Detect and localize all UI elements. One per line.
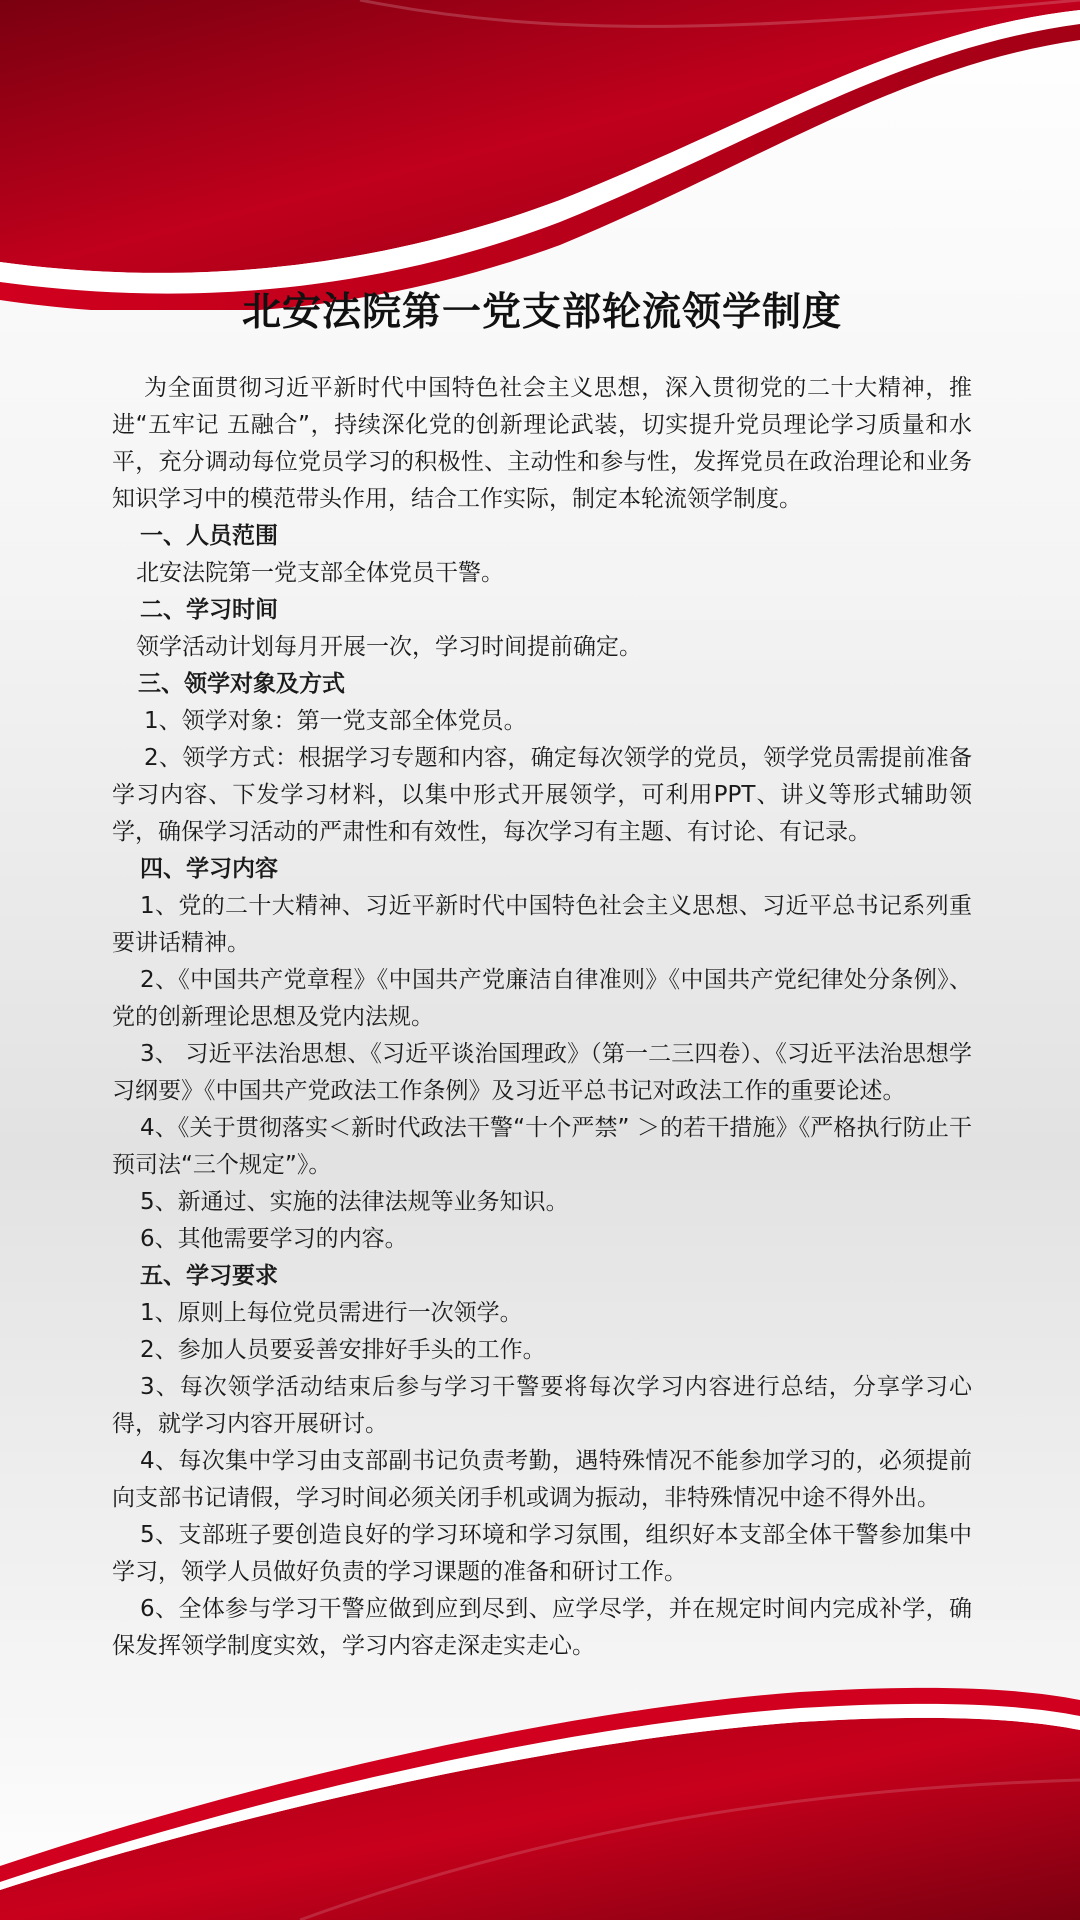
section-heading-scope: 一、人员范围 bbox=[140, 523, 278, 549]
section-item: 3、每次领学活动结束后参与学习干警要将每次学习内容进行总结，分享学习心得，就学习内容开展研讨。 bbox=[112, 1374, 972, 1437]
section-item: 1、原则上每位党员需进行一次领学。 bbox=[140, 1300, 523, 1326]
section-item: 2、参加人员要妥善安排好手头的工作。 bbox=[140, 1337, 546, 1363]
section-item: 1、党的二十大精神、习近平新时代中国特色社会主义思想、习近平总书记系列重要讲话精神。 bbox=[112, 893, 972, 956]
section-item: 6、其他需要学习的内容。 bbox=[140, 1226, 408, 1252]
section-item: 6、全体参与学习干警应做到应到尽到、应学尽学，并在规定时间内完成补学，确保发挥领学制度实效，学习内容走深走实走心。 bbox=[112, 1596, 972, 1659]
section-item: 北安法院第一党支部全体党员干警。 bbox=[136, 560, 504, 586]
section-item: 5、新通过、实施的法律法规等业务知识。 bbox=[140, 1189, 569, 1215]
section-item: 2、《中国共产党章程》《中国共产党廉洁自律准则》《中国共产党纪律处分条例》、党的创新理论思想及党内法规。 bbox=[112, 967, 972, 1030]
section-heading-requirements: 五、学习要求 bbox=[140, 1263, 278, 1289]
document-title: 北安法院第一党支部轮流领学制度 bbox=[241, 290, 842, 335]
section-item: 4、每次集中学习由支部副书记负责考勤，遇特殊情况不能参加学习的，必须提前向支部书记请假，学习时间必须关闭手机或调为振动，非特殊情况中途不得外出。 bbox=[112, 1448, 972, 1511]
section-heading-method: 三、领学对象及方式 bbox=[138, 671, 345, 697]
intro-paragraph: 为全面贯彻习近平新时代中国特色社会主义思想，深入贯彻党的二十大精神，推进“五牢记 五融合”，持续深化党的创新理论武装，切实提升党员理论学习质量和水平，充分调动每位党员学习的积极性、主动性和参与性，发挥党员在政治理论和业务知识学习中的模范带头作用，结合工作实际，制定本轮流领学制度。 bbox=[112, 375, 972, 512]
section-item: 领学活动计划每月开展一次，学习时间提前确定。 bbox=[136, 634, 642, 660]
section-item: 4、《关于贯彻落实＜新时代政法干警“十个严禁” ＞的若干措施》《严格执行防止干预司法“三个规定”》。 bbox=[112, 1115, 972, 1178]
section-item: 2、领学方式：根据学习专题和内容，确定每次领学的党员，领学党员需提前准备学习内容、下发学习材料，以集中形式开展领学，可利用PPT、讲义等形式辅助领学，确保学习活动的严肃性和有效性，每次学习有主题、有讨论、有记录。 bbox=[112, 745, 972, 845]
section-item: 3、 习近平法治思想、《习近平谈治国理政》（第一二三四卷）、《习近平法治思想学习纲要》《中国共产党政法工作条例》及习近平总书记对政法工作的重要论述。 bbox=[112, 1041, 972, 1104]
document-body bbox=[112, 278, 972, 1665]
section-heading-content: 四、学习内容 bbox=[140, 856, 278, 882]
section-item: 5、支部班子要创造良好的学习环境和学习氛围，组织好本支部全体干警参加集中学习，领学人员做好负责的学习课题的准备和研讨工作。 bbox=[112, 1522, 972, 1585]
top-red-wave-decoration bbox=[0, 0, 1080, 310]
section-item: 1、领学对象：第一党支部全体党员。 bbox=[144, 708, 527, 734]
section-heading-time: 二、学习时间 bbox=[140, 597, 278, 623]
bottom-red-wave-decoration bbox=[0, 1670, 1080, 1920]
